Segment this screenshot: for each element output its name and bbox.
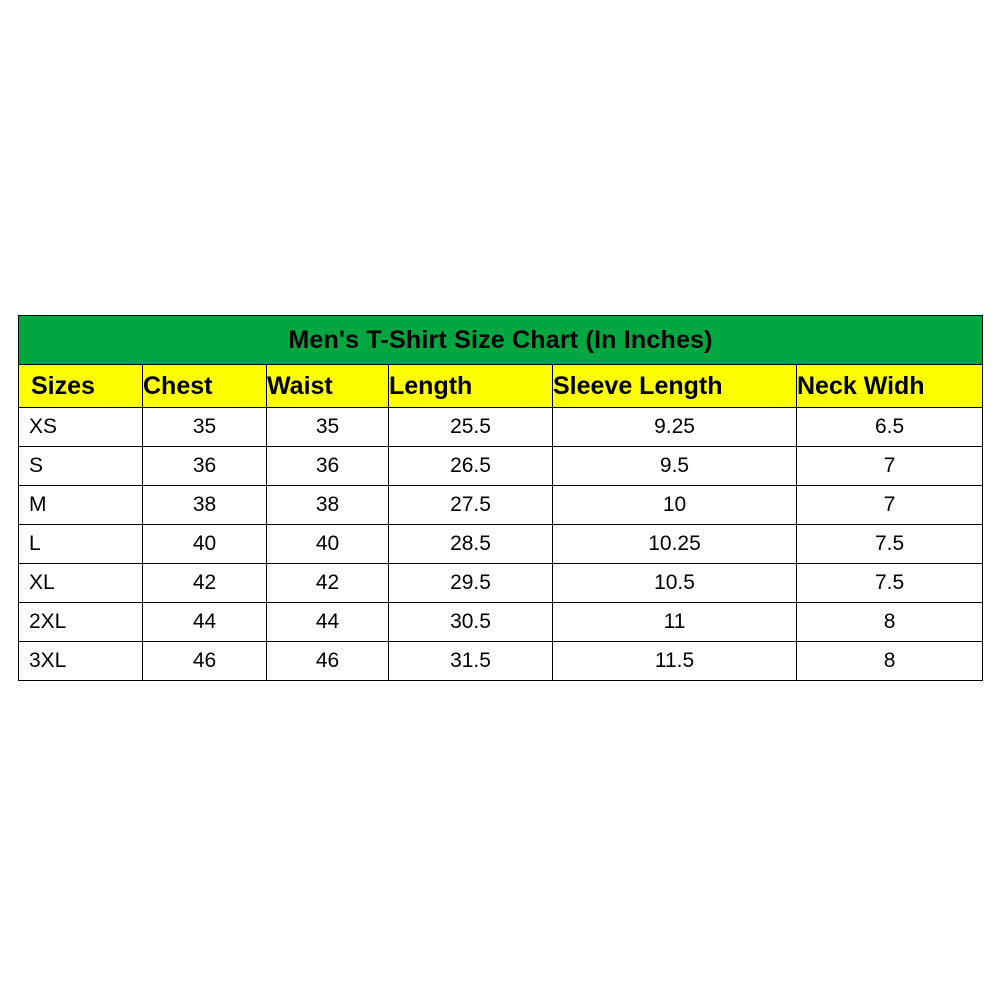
cell-waist: 42 (267, 564, 389, 603)
cell-chest: 36 (143, 447, 267, 486)
cell-sleeve-length: 11 (553, 603, 797, 642)
cell-length: 25.5 (389, 408, 553, 447)
table-row (19, 486, 983, 525)
cell-neck-width: 8 (797, 603, 983, 642)
cell-length: 28.5 (389, 525, 553, 564)
column-header-sleeve-length: Sleeve Length (553, 365, 797, 408)
cell-waist: 46 (267, 642, 389, 681)
cell-length: 27.5 (389, 486, 553, 525)
cell-neck-width: 6.5 (797, 408, 983, 447)
table-row (19, 642, 983, 681)
size-chart-container (18, 315, 982, 681)
cell-size: S (19, 447, 143, 486)
cell-chest: 42 (143, 564, 267, 603)
cell-neck-width: 8 (797, 642, 983, 681)
cell-chest: 38 (143, 486, 267, 525)
cell-chest: 46 (143, 642, 267, 681)
cell-size: XS (19, 408, 143, 447)
table-row (19, 447, 983, 486)
cell-chest: 35 (143, 408, 267, 447)
cell-size: M (19, 486, 143, 525)
cell-neck-width: 7 (797, 486, 983, 525)
cell-neck-width: 7 (797, 447, 983, 486)
cell-neck-width: 7.5 (797, 564, 983, 603)
cell-size: XL (19, 564, 143, 603)
cell-waist: 35 (267, 408, 389, 447)
cell-waist: 38 (267, 486, 389, 525)
table-title-row (19, 316, 983, 365)
cell-size: L (19, 525, 143, 564)
cell-sleeve-length: 9.25 (553, 408, 797, 447)
chart-title: Men's T-Shirt Size Chart (In Inches) (19, 316, 983, 365)
cell-size: 2XL (19, 603, 143, 642)
cell-waist: 44 (267, 603, 389, 642)
table-row (19, 525, 983, 564)
cell-chest: 40 (143, 525, 267, 564)
size-chart-table (18, 315, 983, 681)
cell-length: 30.5 (389, 603, 553, 642)
table-header-row (19, 365, 983, 408)
column-header-neck-width: Neck Widh (797, 365, 983, 408)
cell-size: 3XL (19, 642, 143, 681)
cell-sleeve-length: 11.5 (553, 642, 797, 681)
column-header-length: Length (389, 365, 553, 408)
cell-length: 26.5 (389, 447, 553, 486)
table-row (19, 564, 983, 603)
cell-sleeve-length: 10.25 (553, 525, 797, 564)
cell-sleeve-length: 9.5 (553, 447, 797, 486)
cell-sleeve-length: 10 (553, 486, 797, 525)
table-row (19, 408, 983, 447)
column-header-waist: Waist (267, 365, 389, 408)
column-header-sizes: Sizes (19, 365, 143, 408)
cell-neck-width: 7.5 (797, 525, 983, 564)
column-header-chest: Chest (143, 365, 267, 408)
cell-chest: 44 (143, 603, 267, 642)
table-row (19, 603, 983, 642)
cell-sleeve-length: 10.5 (553, 564, 797, 603)
cell-waist: 40 (267, 525, 389, 564)
cell-waist: 36 (267, 447, 389, 486)
cell-length: 29.5 (389, 564, 553, 603)
cell-length: 31.5 (389, 642, 553, 681)
